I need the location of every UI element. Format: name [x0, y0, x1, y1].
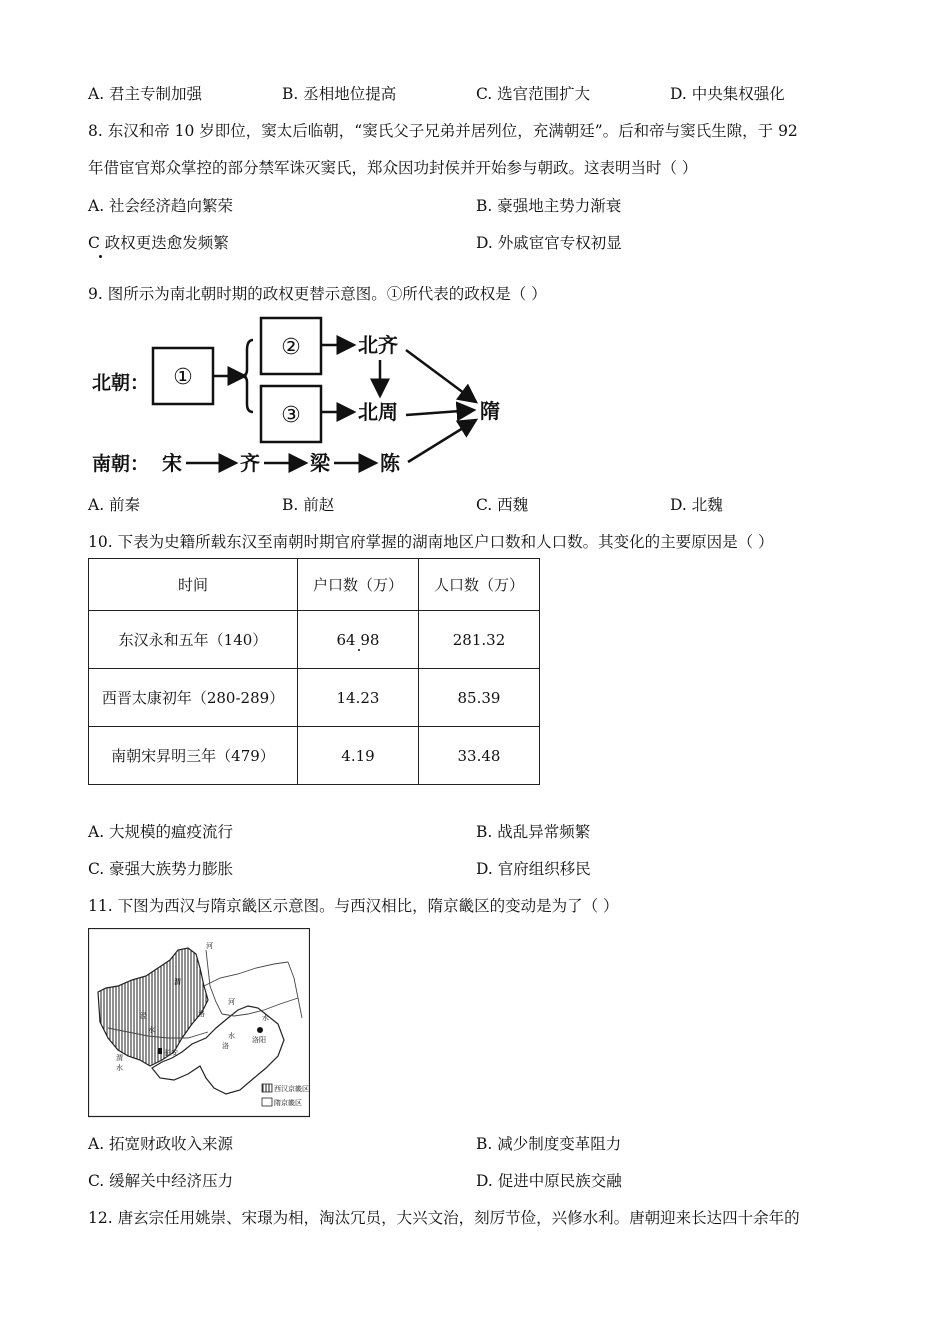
sui-label: 隋	[480, 399, 500, 423]
q11-option-d[interactable]: D. 促进中原民族交融	[476, 1172, 622, 1190]
stray-dot	[99, 255, 102, 258]
map-label: 洛	[222, 1042, 229, 1050]
luoyang-marker	[257, 1027, 263, 1033]
table-cell: 4.19	[298, 727, 419, 785]
q8-option-b[interactable]: B. 豪强地主势力渐衰	[476, 197, 622, 215]
q11-option-b[interactable]: B. 减少制度变革阻力	[476, 1135, 622, 1153]
map-label: 长安	[164, 1049, 178, 1057]
legend-sui-label: 隋京畿区	[274, 1099, 302, 1107]
table-cell: 281.32	[419, 611, 540, 669]
q9-option-c[interactable]: C. 西魏	[476, 496, 529, 514]
table-row	[89, 727, 540, 785]
table-cell: 14.23	[298, 669, 419, 727]
map-label: 水	[228, 1032, 235, 1040]
qi-label: 齐	[240, 451, 260, 475]
q8-option-d[interactable]: D. 外戚宦官专权初显	[476, 234, 622, 252]
map-label: 河	[228, 998, 235, 1006]
beizhou-label: 北周	[358, 400, 398, 424]
table-cell-value: 64 98	[336, 630, 380, 649]
south-label: 南朝：	[92, 453, 150, 475]
table-cell: 东汉永和五年（140）	[89, 611, 298, 669]
map-label: 水	[262, 1014, 269, 1022]
regime-box-2-label: ②	[281, 335, 301, 360]
q8-option-c[interactable]: C 政权更迭愈发频繁	[88, 234, 229, 252]
changan-marker	[158, 1048, 162, 1054]
q7-option-b[interactable]: B. 丞相地位提高	[282, 85, 397, 103]
north-label: 北朝：	[92, 372, 150, 394]
legend-sui-swatch	[262, 1098, 272, 1106]
q11-option-c[interactable]: C. 缓解关中经济压力	[88, 1172, 234, 1190]
regime-change-diagram	[88, 312, 528, 480]
chen-label: 陈	[380, 451, 400, 475]
map-label: 河	[206, 942, 213, 950]
q9-stem: 9. 图所示为南北朝时期的政权更替示意图。①所代表的政权是（ ）	[88, 285, 547, 303]
capital-region-map	[88, 928, 310, 1118]
table-header-row	[89, 559, 540, 611]
q12-stem-line1: 12. 唐玄宗任用姚崇、宋璟为相，淘汰冗员，大兴文治，刻厉节俭，兴修水利。唐朝迎来长达四十余年的	[88, 1209, 800, 1227]
legend-xihan-label: 西汉京畿区	[274, 1085, 309, 1093]
table-header: 户口数（万）	[298, 559, 419, 611]
table-cell: 85.39	[419, 669, 540, 727]
q7-option-d[interactable]: D. 中央集权强化	[670, 85, 785, 103]
regime-box-3-label: ③	[281, 403, 301, 428]
q9-option-a[interactable]: A. 前秦	[88, 496, 141, 514]
q10-option-b[interactable]: B. 战乱异常频繁	[476, 823, 591, 841]
table-row	[89, 669, 540, 727]
q7-option-a[interactable]: A. 君主专制加强	[88, 85, 203, 103]
beiqi-label: 北齐	[358, 333, 398, 357]
q10-option-d[interactable]: D. 官府组织移民	[476, 860, 591, 878]
q10-option-c[interactable]: C. 豪强大族势力膨胀	[88, 860, 234, 878]
q10-stem: 10. 下表为史籍所载东汉至南朝时期官府掌握的湖南地区户口数和人口数。其变化的主要原因是（ ）	[88, 533, 774, 551]
arrow-chen-to-sui	[408, 420, 476, 462]
q8-stem-line1: 8. 东汉和帝 10 岁即位，窦太后临朝，“窦氏父子兄弟并居列位，充满朝廷”。后和帝与窦氏生隙，于 92	[88, 122, 798, 140]
map-label: 洛阳	[252, 1036, 266, 1044]
map-label: 渭	[116, 1054, 123, 1062]
map-label: 水	[116, 1064, 123, 1072]
table-cell	[298, 611, 419, 669]
table-row	[89, 611, 540, 669]
table-header: 时间	[89, 559, 298, 611]
map-label: 渭	[174, 978, 181, 986]
song-label: 宋	[162, 451, 182, 475]
q11-option-a[interactable]: A. 拓宽财政收入来源	[88, 1135, 234, 1153]
q9-option-d[interactable]: D. 北魏	[670, 496, 723, 514]
q11-stem: 11. 下图为西汉与隋京畿区示意图。与西汉相比，隋京畿区的变动是为了（ ）	[88, 897, 619, 915]
q10-option-a[interactable]: A. 大规模的瘟疫流行	[88, 823, 234, 841]
arrow-qi-to-sui	[406, 350, 476, 402]
liang-label: 梁	[310, 451, 330, 475]
q9-option-b[interactable]: B. 前赵	[282, 496, 335, 514]
q8-stem-line2: 年借宦官郑众掌控的部分禁军诛灭窦氏，郑众因功封侯并开始参与朝政。这表明当时（ ）	[88, 159, 698, 177]
table-cell: 南朝宋昇明三年（479）	[89, 727, 298, 785]
arrow-zhou-to-sui	[406, 410, 474, 415]
legend-xihan-swatch	[262, 1084, 272, 1092]
regime-box-1-label: ①	[173, 365, 193, 390]
table-header: 人口数（万）	[419, 559, 540, 611]
map-label: 泾	[140, 1012, 147, 1020]
population-table	[88, 558, 540, 785]
map-label: 水	[148, 1026, 155, 1034]
table-cell: 33.48	[419, 727, 540, 785]
map-label: 洛	[198, 1010, 205, 1018]
split-brace	[241, 340, 253, 412]
q7-option-c[interactable]: C. 选官范围扩大	[476, 85, 591, 103]
q8-option-a[interactable]: A. 社会经济趋向繁荣	[88, 197, 234, 215]
table-cell: 西晋太康初年（280-289）	[89, 669, 298, 727]
